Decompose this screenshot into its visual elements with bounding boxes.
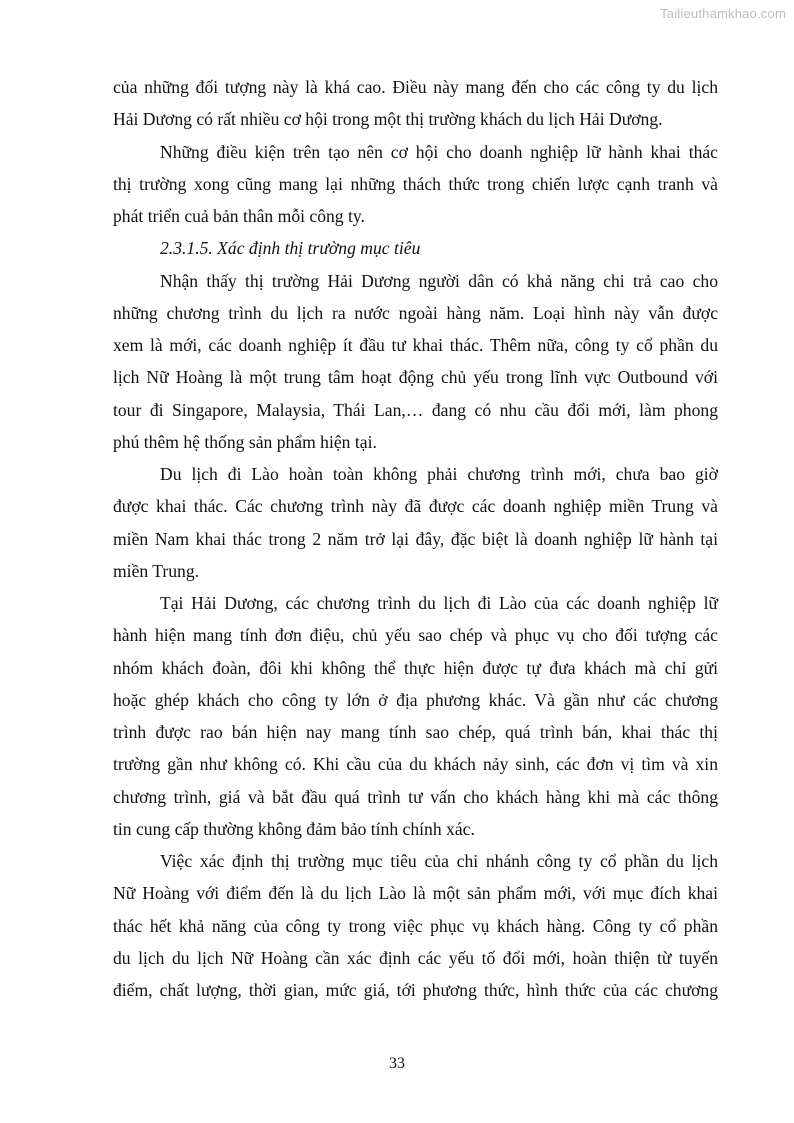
text-line: Tại Hải Dương, các chương trình du lịch đi Lào của các doanh nghiệp lữ xyxy=(160,593,718,613)
text-line: chương trình, giá và bắt đầu quá trình tư vấn cho khách hàng khi mà các thông xyxy=(113,787,718,807)
text-line: Việc xác định thị trường mục tiêu của chi nhánh công ty cổ phần du lịch xyxy=(160,851,718,871)
text-line: Những điều kiện trên tạo nên cơ hội cho doanh nghiệp lữ hành khai thác xyxy=(160,142,718,162)
text-line: xem là mới, các doanh nghiệp ít đầu tư khai thác. Thêm nữa, công ty cổ phần du xyxy=(113,335,718,355)
text-line: miền Trung. xyxy=(113,561,200,581)
text-line: du lịch du lịch Nữ Hoàng cần xác định các yếu tố đổi mới, hoàn thiện từ tuyến xyxy=(113,948,718,968)
text-line: tour đi Singapore, Malaysia, Thái Lan,… đang có nhu cầu đổi mới, làm phong xyxy=(113,400,718,420)
text-line: phát triển cuả bản thân mỗi công ty. xyxy=(113,206,365,226)
text-line: Hải Dương có rất nhiều cơ hội trong một thị trường khách du lịch Hải Dương. xyxy=(113,109,663,129)
text-line: trình được rao bán hiện nay mang tính sao chép, quá trình bán, khai thác thị xyxy=(113,722,718,742)
text-line: Nhận thấy thị trường Hải Dương người dân có khả năng chi trả cao cho xyxy=(160,271,718,291)
text-line: Du lịch đi Lào hoàn toàn không phải chương trình mới, chưa bao giờ xyxy=(160,464,718,484)
text-line: thị trường xong cũng mang lại những thách thức trong chiến lược cạnh tranh và xyxy=(113,174,718,194)
text-line: miền Nam khai thác trong 2 năm trở lại đây, đặc biệt là doanh nghiệp lữ hành tại xyxy=(113,529,718,549)
text-line: hành hiện mang tính đơn điệu, chủ yếu sao chép và phục vụ cho đối tượng các xyxy=(113,625,718,645)
text-line: tin cung cấp thường không đảm bảo tính chính xác. xyxy=(113,819,475,839)
text-line: nhóm khách đoàn, đôi khi không thể thực hiện được tự đưa khách mà chỉ gửi xyxy=(113,658,718,678)
page-number: 33 xyxy=(389,1055,405,1072)
text-line: trường gần như không có. Khi cầu của du khách nảy sinh, các đơn vị tìm và xin xyxy=(113,754,718,774)
text-line: lịch Nữ Hoàng là một trung tâm hoạt động chủ yếu trong lĩnh vực Outbound với xyxy=(113,367,718,387)
text-line: phú thêm hệ thống sản phẩm hiện tại. xyxy=(113,432,377,452)
text-line: điểm, chất lượng, thời gian, mức giá, tới phương thức, hình thức của các chương xyxy=(113,980,718,1000)
text-line: những chương trình du lịch ra nước ngoài hàng năm. Loại hình này vẫn được xyxy=(113,303,718,323)
text-line: của những đối tượng này là khá cao. Điều này mang đến cho các công ty du lịch xyxy=(113,77,718,97)
section-heading: 2.3.1.5. Xác định thị trường mục tiêu xyxy=(160,238,421,258)
text-line: thác hết khả năng của công ty trong việc phục vụ khách hàng. Công ty cổ phần xyxy=(113,916,718,936)
text-line: hoặc ghép khách cho công ty lớn ở địa phương khác. Và gần như các chương xyxy=(113,690,718,710)
text-line: được khai thác. Các chương trình này đã được các doanh nghiệp miền Trung và xyxy=(113,496,718,516)
text-line: Nữ Hoàng với điểm đến là du lịch Lào là một sản phẩm mới, với mục đích khai xyxy=(113,883,718,903)
watermark: Tailieuthamkhao.com xyxy=(660,6,786,21)
